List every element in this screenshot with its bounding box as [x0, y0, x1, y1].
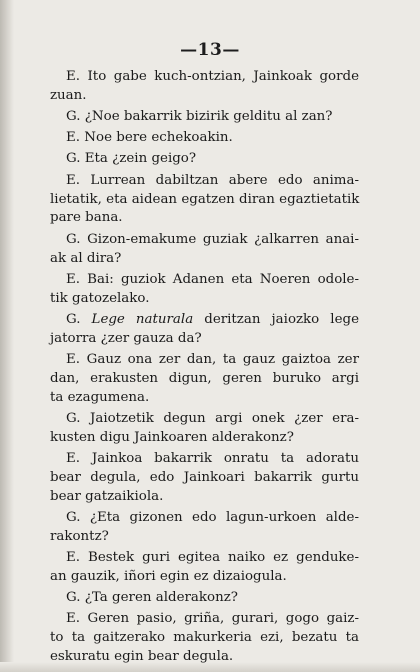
- dialogue-entry: [50, 549, 359, 587]
- dialogue-entry: [50, 450, 359, 507]
- text-line: jatorra ¿zer gauza da?: [50, 330, 202, 346]
- text-line: to ta gaitzerako makurkeria ezi, bezatu ta: [50, 630, 359, 646]
- dialogue-entry: [50, 271, 359, 309]
- text-line: rakontz?: [50, 528, 109, 544]
- dialogue-entry: [50, 351, 359, 408]
- text-line: bear degula, edo Jainkoari bakarrik gurtu: [50, 469, 359, 485]
- text-line: tik gatozelako.: [50, 290, 150, 306]
- italic-term: Lege naturala: [91, 311, 194, 327]
- text-line: eskuratu egin bear degula.: [50, 648, 234, 664]
- text-line: an gauzik, iñori egin ez dizaiogula.: [50, 568, 287, 584]
- text-line: E. Bestek guri egitea naiko ez genduke-: [66, 549, 359, 565]
- dialogue-entry: [50, 410, 359, 448]
- text-line: E. Noe bere echekoakin.: [66, 130, 233, 146]
- dialogue-entry: [50, 108, 359, 127]
- text-line: G. ¿Ta geren alderakonz?: [66, 590, 238, 606]
- text-line: ta ezagumena.: [50, 389, 150, 405]
- text-line: dan, erakusten digun, geren buruko argi: [50, 370, 359, 386]
- text-line: kusten digu Jainkoaren alderakonz?: [50, 429, 294, 445]
- dialogue-entry: [50, 129, 359, 148]
- text-line: G. Jaiotzetik degun argi onek ¿zer era-: [66, 410, 359, 426]
- text-line: zuan.: [50, 87, 87, 103]
- dialogue-entry: [50, 610, 359, 667]
- text-line: bear gatzaikiola.: [50, 488, 164, 504]
- text-line: G. Gizon-emakume guziak ¿alkarren anai-: [66, 231, 359, 247]
- text-line: G. Lege naturala deritzan jaiozko lege: [66, 311, 359, 327]
- text-line: E. Gauz ona zer dan, ta gauz gaiztoa zer: [66, 351, 359, 367]
- text-line: E. Lurrean dabiltzan abere edo anima-: [66, 172, 359, 188]
- dialogue-entry: [50, 231, 359, 269]
- page-number: —13—: [180, 40, 240, 60]
- dialogue-entry: [50, 172, 359, 229]
- text-line: E. Geren pasio, griña, gurari, gogo gaiz-: [66, 611, 359, 627]
- dialogue-entry: [50, 311, 359, 349]
- text-line: G. ¿Eta gizonen edo lagun-urkoen alde-: [66, 509, 359, 525]
- page-binding-shadow: [0, 0, 14, 672]
- dialogue-entry: [50, 150, 359, 169]
- catechism-text: [50, 68, 359, 669]
- text-line: G. ¿Noe bakarrik bizirik gelditu al zan?: [66, 109, 333, 125]
- text-line: ak al dira?: [50, 250, 122, 266]
- text-line: pare bana.: [50, 210, 123, 226]
- dialogue-entry: [50, 509, 359, 547]
- text-line: G. Eta ¿zein geigo?: [66, 151, 197, 167]
- dialogue-entry: [50, 589, 359, 608]
- text-line: E. Bai: guziok Adanen eta Noeren odole-: [66, 271, 359, 287]
- text-line: E. Jainkoa bakarrik onratu ta adoratu: [66, 450, 359, 466]
- dialogue-entry: [50, 68, 359, 106]
- text-line: lietatik, eta aidean egatzen diran egaztietatik: [50, 191, 360, 207]
- text-line: E. Ito gabe kuch-ontzian, Jainkoak gorde: [66, 69, 359, 84]
